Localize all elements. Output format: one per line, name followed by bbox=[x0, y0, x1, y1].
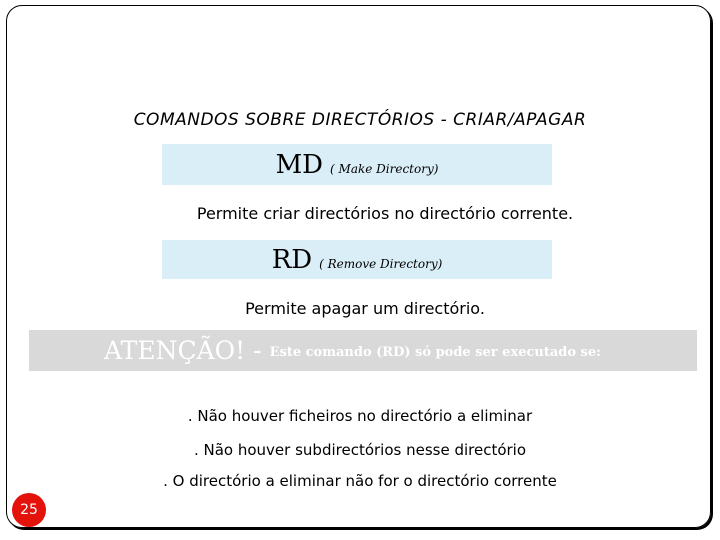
rd-command-name: RD bbox=[271, 244, 313, 275]
rd-command-expansion: ( Remove Directory) bbox=[319, 256, 443, 271]
rd-description: Permite apagar um directório. bbox=[245, 299, 485, 318]
warning-title: ATENÇÃO! - bbox=[104, 336, 262, 365]
rd-command-box bbox=[162, 240, 552, 279]
warning-text: Este comando (RD) só pode ser executado se: bbox=[269, 345, 601, 360]
condition-item: . Não houver ficheiros no directório a eliminar bbox=[187, 407, 533, 425]
condition-item: . O directório a eliminar não for o directório corrente bbox=[163, 472, 557, 490]
warning-bar bbox=[29, 330, 697, 371]
md-command-name: MD bbox=[275, 149, 324, 180]
md-description: Permite criar directórios no directório corrente. bbox=[196, 204, 574, 223]
md-command-expansion: ( Make Directory) bbox=[330, 161, 439, 176]
page-number-badge: 25 bbox=[12, 493, 46, 527]
md-command-box bbox=[162, 144, 552, 185]
condition-item: . Não houver subdirectórios nesse directório bbox=[193, 441, 527, 459]
slide-title: COMANDOS SOBRE DIRECTÓRIOS - CRIAR/APAGAR bbox=[133, 110, 587, 130]
